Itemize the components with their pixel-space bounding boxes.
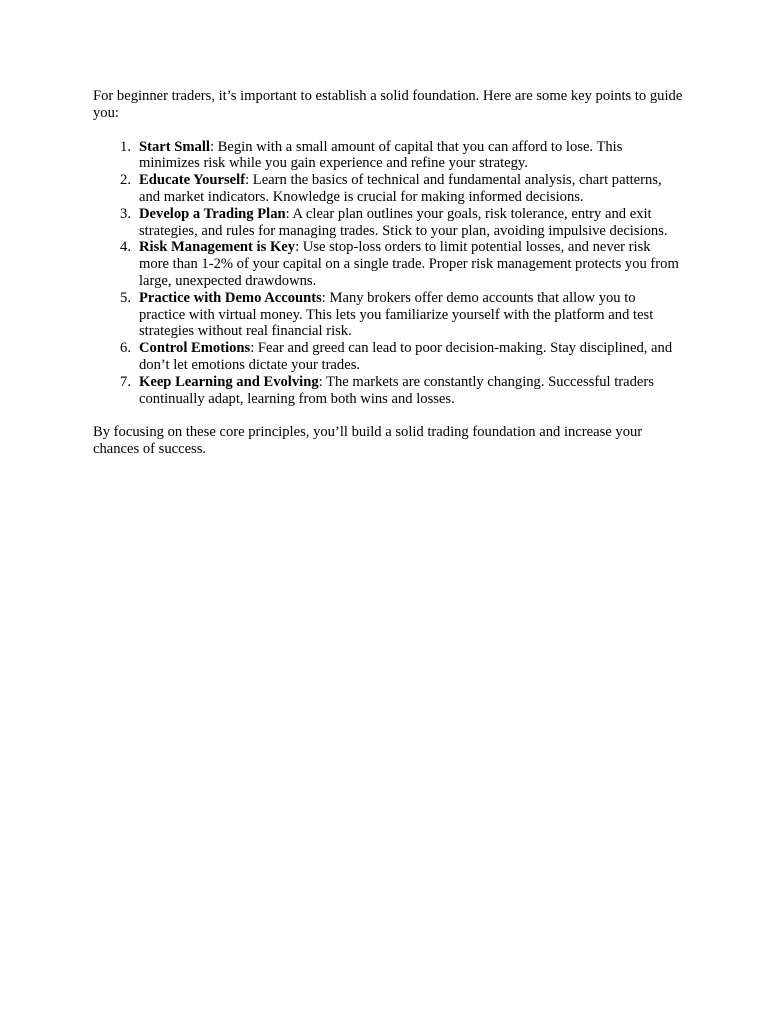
list-item-text: : The markets are constantly changing. Successful traders continually adapt, learning from both wins and losses. xyxy=(139,373,654,407)
list-item-number: 1. xyxy=(120,138,131,155)
list-item-text: : Use stop-loss orders to limit potential losses, and never risk more than 1-2% of your capital on a single trade. Proper risk management protects you from large, unexpected drawdowns. xyxy=(139,239,679,289)
key-points-list xyxy=(93,139,683,408)
list-item xyxy=(93,290,683,340)
list-item xyxy=(93,206,683,240)
intro-paragraph: For beginner traders, it’s important to establish a solid foundation. Here are some key points to guide you: xyxy=(93,88,683,121)
list-item-number: 3. xyxy=(120,205,131,222)
list-item-term: Practice with Demo Accounts xyxy=(139,289,322,306)
list-item-text: : A clear plan outlines your goals, risk tolerance, entry and exit strategies, and rules for managing trades. Stick to your plan, avoiding impulsive decisions. xyxy=(139,205,668,239)
list-item-term: Keep Learning and Evolving xyxy=(139,373,319,390)
list-item xyxy=(93,239,683,289)
list-item-number: 6. xyxy=(120,340,131,357)
list-item-text: : Fear and greed can lead to poor decision-making. Stay disciplined, and don’t let emotions dictate your trades. xyxy=(139,340,673,373)
list-item-text: : Many brokers offer demo accounts that allow you to practice with virtual money. This lets you familiarize yourself with the platform and test strategies without real financial risk. xyxy=(139,289,654,340)
list-item-body xyxy=(139,172,683,206)
list-item-term: Risk Management is Key xyxy=(139,239,296,256)
list-item-term: Start Small xyxy=(139,138,210,155)
list-item-number: 7. xyxy=(120,373,131,390)
list-item xyxy=(93,139,683,173)
list-item-text: : Learn the basics of technical and fundamental analysis, chart patterns, and market indicators. Knowledge is crucial for making informed decisions. xyxy=(139,172,662,205)
list-item-number: 4. xyxy=(120,239,131,256)
list-item xyxy=(93,340,683,374)
list-item-body xyxy=(139,340,683,374)
list-item-term: Educate Yourself xyxy=(139,172,246,189)
list-item-term: Control Emotions xyxy=(139,340,251,357)
list-item-body xyxy=(139,290,683,340)
list-item-number: 2. xyxy=(120,172,131,189)
list-item-number: 5. xyxy=(120,289,131,306)
document-page xyxy=(93,88,683,458)
list-item xyxy=(93,172,683,206)
conclusion-paragraph: By focusing on these core principles, you’ll build a solid trading foundation and increase your chances of success. xyxy=(93,424,643,458)
list-item-body xyxy=(139,206,683,240)
list-item-body xyxy=(139,239,683,289)
list-item-term: Develop a Trading Plan xyxy=(139,205,286,222)
list-item-text: : Begin with a small amount of capital that you can afford to lose. This minimizes risk while you gain experience and refine your strategy. xyxy=(139,138,623,172)
list-item xyxy=(93,374,683,408)
list-item-body xyxy=(139,374,683,408)
list-item-body xyxy=(139,139,683,173)
